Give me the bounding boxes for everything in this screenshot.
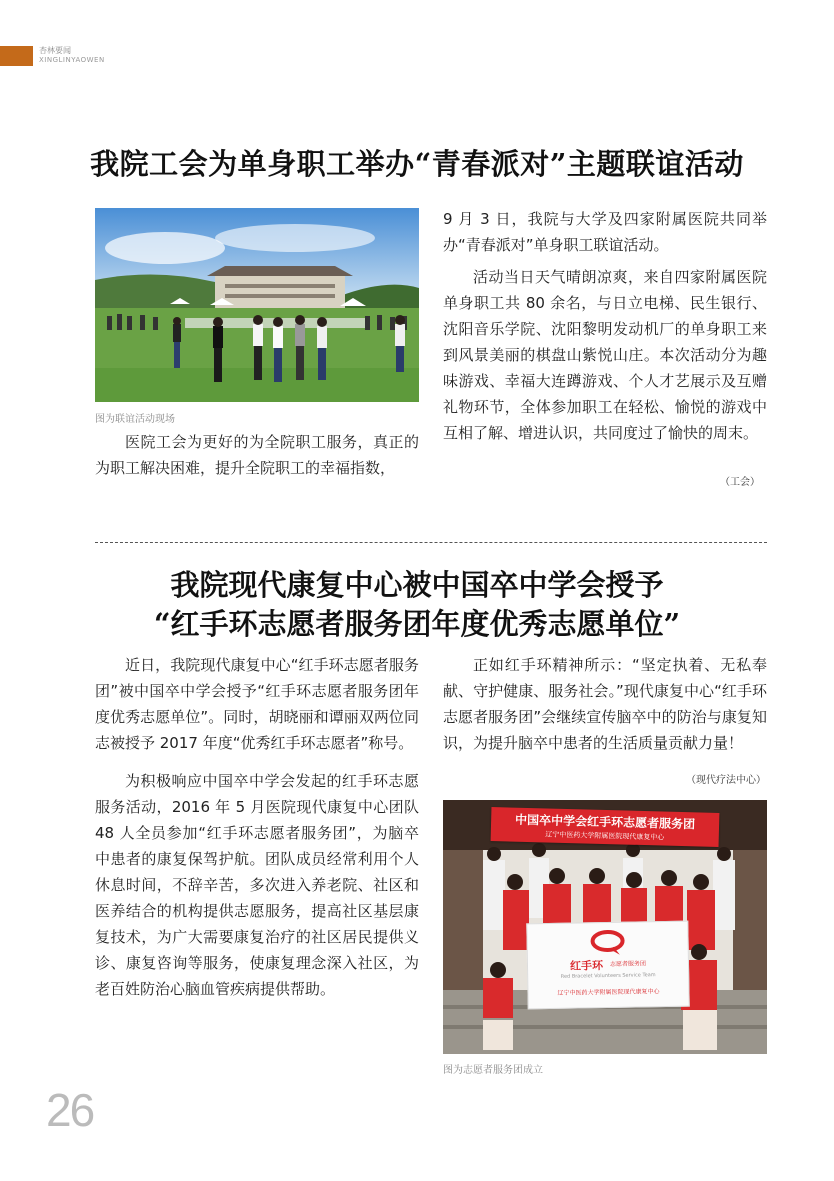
section-name: 杏林要闻 bbox=[39, 46, 71, 55]
flag-brand-sub: 志愿者服务团 bbox=[609, 960, 647, 968]
article2-title-line2: “红手环志愿者服务团年度优秀志愿单位” bbox=[153, 607, 681, 641]
volunteer-banner bbox=[491, 807, 720, 847]
article2-photo-caption: 图为志愿者服务团成立 bbox=[443, 1065, 543, 1076]
volunteer-flag bbox=[526, 921, 689, 1010]
article1-source: （工会） bbox=[720, 477, 760, 488]
section-name-en: XINGLINYAOWEN bbox=[39, 56, 105, 64]
article1-right-paragraph-1: 9 月 3 日，我院与大学及四家附属医院共同举办“青春派对”单身职工联谊活动。 bbox=[443, 210, 767, 254]
article2-left-paragraph-1: 近日，我院现代康复中心“红手环志愿者服务团”被中国卒中学会授予“红手环志愿者服务团年度优秀志愿单位”。同时，胡晓丽和谭丽双两位同志被授予 2017 年度“优秀红手环志愿者”称号。 bbox=[95, 656, 419, 752]
article1-title: 我院工会为单身职工举办“青春派对”主题联谊活动 bbox=[90, 147, 744, 181]
article1-photo bbox=[95, 208, 419, 402]
article1-right-text bbox=[443, 206, 767, 446]
article2-left-paragraph-2: 为积极响应中国卒中学会发起的红手环志愿服务活动，2016 年 5 月医院现代康复中心团队 48 人全员参加“红手环志愿者服务团”，为脑卒中患者的康复保驾护航。团队成员经常利用个人休息时间，不辞辛苦，多次进入养老院、社区和医养结合的机构提供志愿服务，提高社区基层康复技术，为广大需要康复治疗的社区居民提供义诊、康复咨询等服务，使康复理念深入社区，为老百姓防治心脑血管疾病提供帮助。 bbox=[95, 772, 419, 998]
article2-right-paragraph: 正如红手环精神所示：“坚定执着、无私奉献、守护健康、服务社会。”现代康复中心“红手环志愿者服务团”会继续宣传脑卒中的防治与康复知识，为提升脑卒中患者的生活质量贡献力量！ bbox=[443, 656, 767, 752]
article1-left-paragraph: 医院工会为更好的为全院职工服务，真正的为职工解决困难，提升全院职工的幸福指数， bbox=[95, 433, 419, 477]
article1-left-text bbox=[95, 429, 419, 481]
red-bracelet-logo-icon bbox=[587, 929, 627, 958]
banner-title: 中国卒中学会红手环志愿者服务团 bbox=[514, 812, 696, 832]
article1-right-paragraph-2: 活动当日天气晴朗凉爽，来自四家附属医院单身职工共 80 余名，与日立电梯、民生银行、沈阳音乐学院、沈阳黎明发动机厂的单身职工来到风景美丽的棋盘山紫悦山庄。本次活动分为趣味游戏、幸福大连蹲游戏、个人才艺展示及互赠礼物环节，全体参加职工在轻松、愉悦的游戏中互相了解、增进认识，共同度过了愉快的周末。 bbox=[443, 268, 767, 442]
header-accent-bar bbox=[0, 46, 33, 66]
banner-subtitle: 辽宁中医药大学附属医院现代康复中心 bbox=[545, 830, 665, 842]
article2-right-text bbox=[443, 652, 767, 756]
flag-bottom-text: 辽宁中医药大学附属医院现代康复中心 bbox=[557, 988, 660, 997]
article2-photo bbox=[443, 800, 767, 1054]
flag-brand: 红手环 bbox=[569, 959, 604, 973]
section-divider bbox=[95, 542, 767, 543]
page-number: 26 bbox=[46, 1084, 94, 1136]
flag-brand-en: Red Bracelet Volunteers Service Team bbox=[560, 972, 656, 980]
article2-title-line1: 我院现代康复中心被中国卒中学会授予 bbox=[170, 568, 664, 602]
article2-left-text bbox=[95, 652, 419, 1002]
article1-photo-caption: 图为联谊活动现场 bbox=[95, 414, 175, 425]
article2-source: （现代疗法中心） bbox=[686, 775, 766, 786]
